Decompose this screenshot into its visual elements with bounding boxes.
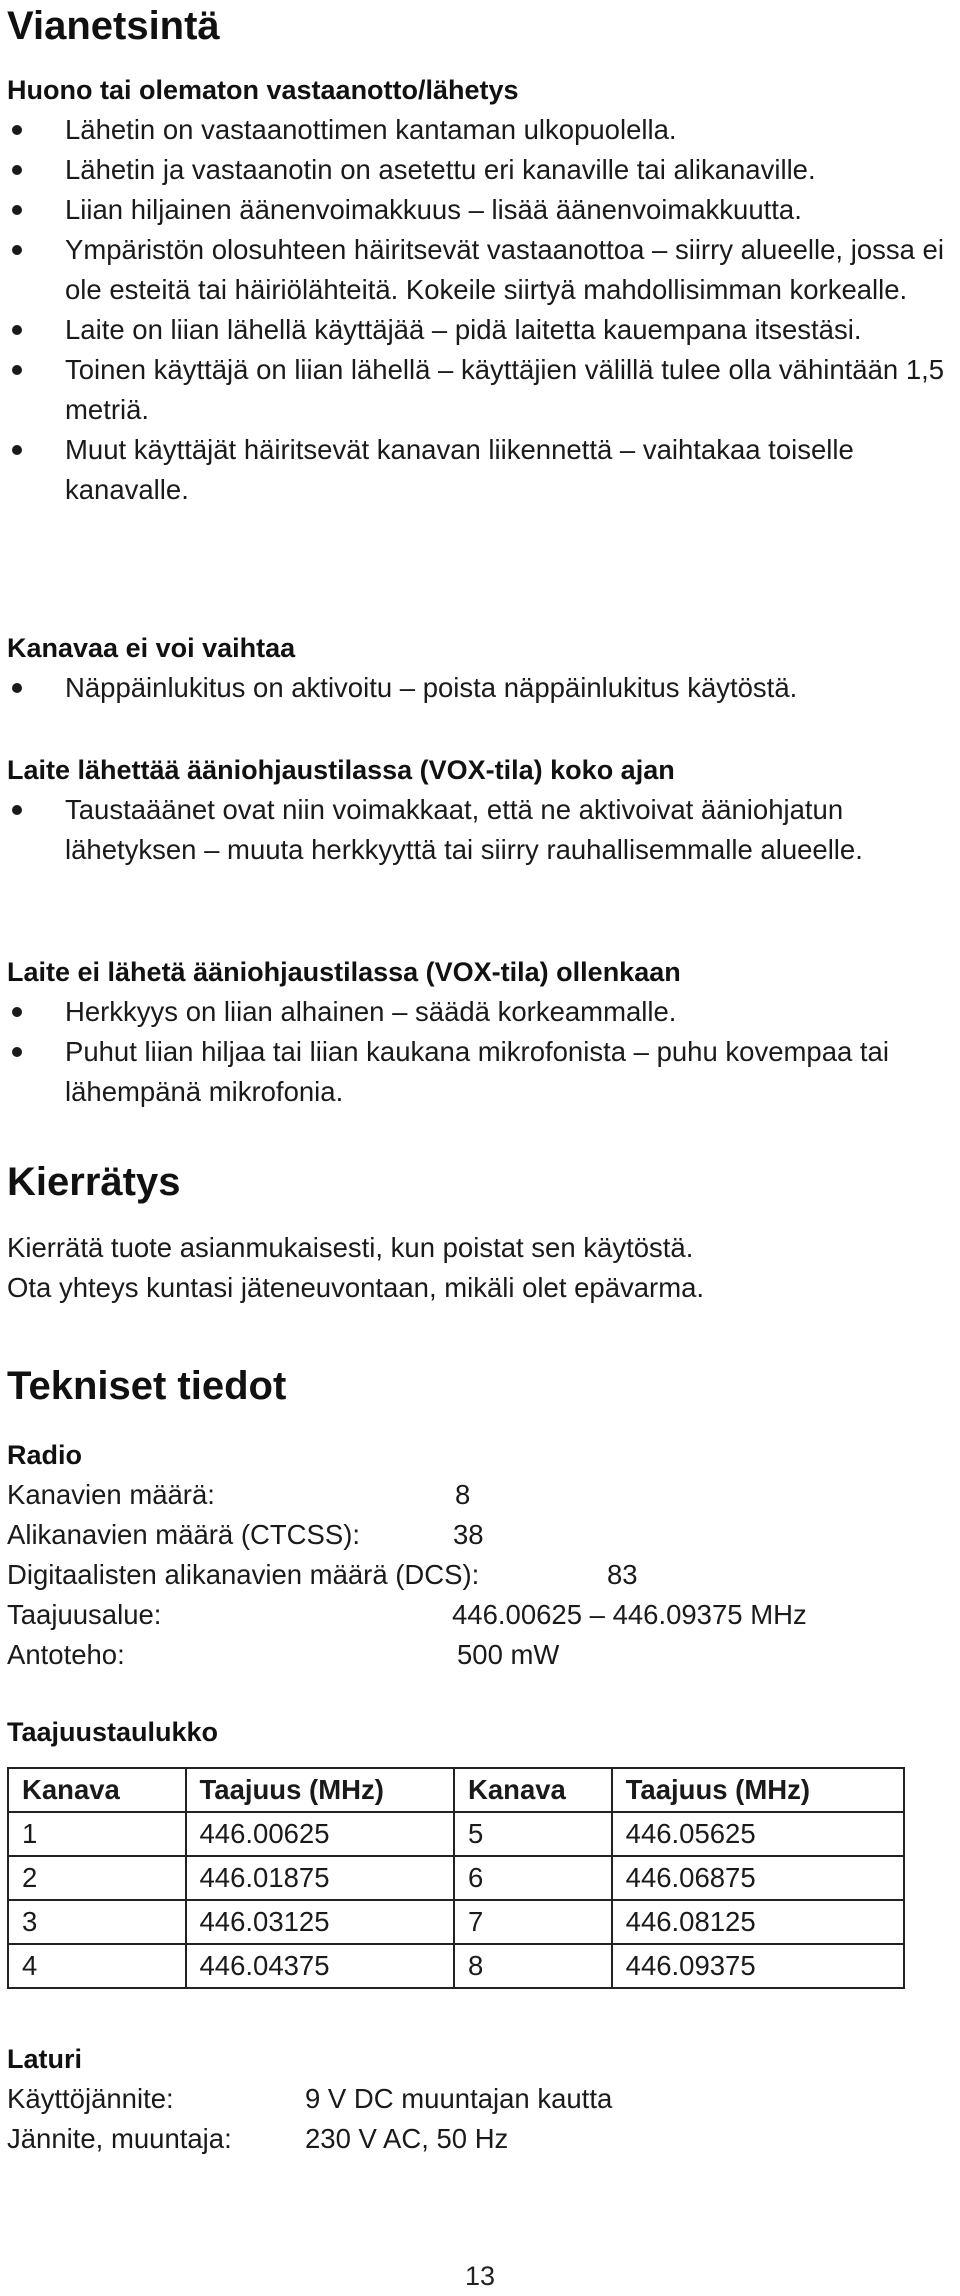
page-number: 13 [464, 2261, 496, 2291]
spec-value: 38 [453, 1519, 484, 1550]
table-cell: 5 [454, 1812, 612, 1856]
list-item: Ympäristön olosuhteen häiritsevät vastaanottoa – siirry alueelle, jossa ei ole esteitä tai häiriölähteitä. Kokeile siirtyä mahdollisimman korkealle. [7, 230, 952, 310]
troubleshooting-group-vox-always [7, 750, 952, 870]
radio-heading: Radio [7, 1440, 83, 1470]
table-cell: 446.04375 [186, 1944, 454, 1988]
list-item: Lähetin on vastaanottimen kantaman ulkopuolella. [7, 110, 952, 150]
frequency-table [7, 1767, 905, 1989]
table-cell: 446.01875 [186, 1856, 454, 1900]
table-cell: 7 [454, 1900, 612, 1944]
list-item: Näppäinlukitus on aktivoitu – poista näppäinlukitus käytöstä. [7, 668, 952, 708]
group-heading: Huono tai olematon vastaanotto/lähetys [7, 75, 519, 105]
spec-value: 446.00625 – 446.09375 MHz [452, 1599, 807, 1630]
spec-label: Kanavien määrä: [7, 1479, 215, 1510]
recycling-title: Kierrätys [7, 1160, 181, 1204]
table-cell: 446.03125 [186, 1900, 454, 1944]
specs-title: Tekniset tiedot [7, 1364, 287, 1408]
recycling-line: Ota yhteys kuntasi jäteneuvontaan, mikäli olet epävarma. [7, 1272, 705, 1303]
table-row [8, 1900, 904, 1944]
bullet-list [7, 790, 952, 870]
radio-specs [7, 1435, 952, 1675]
table-cell: 6 [454, 1856, 612, 1900]
spec-row [7, 1515, 952, 1555]
column-header: Taajuus (MHz) [612, 1768, 904, 1812]
charger-heading: Laturi [7, 2044, 83, 2074]
troubleshooting-group-vox-never [7, 952, 952, 1112]
table-cell: 4 [8, 1944, 186, 1988]
list-item: Lähetin ja vastaanotin on asetettu eri kanaville tai alikanaville. [7, 150, 952, 190]
list-item: Herkkyys on liian alhainen – säädä korkeammalle. [7, 992, 952, 1032]
table-cell: 446.06875 [612, 1856, 904, 1900]
spec-row [7, 1595, 952, 1635]
spec-row [7, 1555, 952, 1595]
table-row [8, 1944, 904, 1988]
spec-label: Jännite, muuntaja: [7, 2123, 232, 2154]
group-heading: Kanavaa ei voi vaihtaa [7, 633, 296, 663]
column-header: Taajuus (MHz) [186, 1768, 454, 1812]
table-cell: 446.05625 [612, 1812, 904, 1856]
spec-row [7, 1475, 952, 1515]
specs-section [7, 1362, 952, 1410]
spec-value: 8 [455, 1479, 471, 1510]
spec-label: Alikanavien määrä (CTCSS): [7, 1519, 361, 1550]
bullet-list [7, 668, 952, 708]
bullet-list [7, 992, 952, 1112]
frequency-heading: Taajuustaulukko [7, 1717, 219, 1747]
bullet-list [7, 110, 952, 510]
table-row [8, 1812, 904, 1856]
spec-label: Digitaalisten alikanavien määrä (DCS): [7, 1559, 480, 1590]
table-row [8, 1856, 904, 1900]
list-item: Liian hiljainen äänenvoimakkuus – lisää äänenvoimakkuutta. [7, 190, 952, 230]
list-item: Laite on liian lähellä käyttäjää – pidä laitetta kauempana itsestäsi. [7, 310, 952, 350]
group-heading: Laite ei lähetä ääniohjaustilassa (VOX-tila) ollenkaan [7, 957, 681, 987]
troubleshooting-group-reception [7, 70, 952, 510]
group-heading: Laite lähettää ääniohjaustilassa (VOX-tila) koko ajan [7, 755, 675, 785]
spec-row [7, 2079, 952, 2119]
spec-row [7, 1635, 952, 1675]
table-cell: 1 [8, 1812, 186, 1856]
recycling-line: Kierrätä tuote asianmukaisesti, kun poistat sen käytöstä. [7, 1232, 694, 1263]
spec-value: 9 V DC muuntajan kautta [305, 2083, 613, 2114]
list-item: Toinen käyttäjä on liian lähellä – käyttäjien välillä tulee olla vähintään 1,5 metriä. [7, 350, 952, 430]
spec-label: Antoteho: [7, 1639, 125, 1670]
spec-value: 83 [607, 1559, 638, 1590]
spec-label: Taajuusalue: [7, 1599, 162, 1630]
frequency-section [7, 1712, 952, 1752]
spec-value: 230 V AC, 50 Hz [305, 2123, 509, 2154]
column-header: Kanava [8, 1768, 186, 1812]
spec-row [7, 2119, 952, 2159]
table-cell: 446.09375 [612, 1944, 904, 1988]
spec-value: 500 mW [457, 1639, 560, 1670]
table-cell: 446.00625 [186, 1812, 454, 1856]
list-item: Taustaäänet ovat niin voimakkaat, että ne aktivoivat ääniohjatun lähetyksen – muuta herkkyyttä tai siirry rauhallisemmalle alueelle. [7, 790, 952, 870]
table-cell: 8 [454, 1944, 612, 1988]
table-cell: 3 [8, 1900, 186, 1944]
recycling-section [7, 1158, 952, 1308]
table-cell: 446.08125 [612, 1900, 904, 1944]
list-item: Muut käyttäjät häiritsevät kanavan liikennettä – vaihtakaa toiselle kanavalle. [7, 430, 952, 510]
troubleshooting-title: Vianetsintä [7, 4, 220, 48]
spec-label: Käyttöjännite: [7, 2083, 174, 2114]
list-item: Puhut liian hiljaa tai liian kaukana mikrofonista – puhu kovempaa tai lähempänä mikrofonia. [7, 1032, 952, 1112]
troubleshooting-group-channel [7, 628, 952, 708]
table-cell: 2 [8, 1856, 186, 1900]
charger-specs [7, 2039, 952, 2159]
table-header-row [8, 1768, 904, 1812]
column-header: Kanava [454, 1768, 612, 1812]
